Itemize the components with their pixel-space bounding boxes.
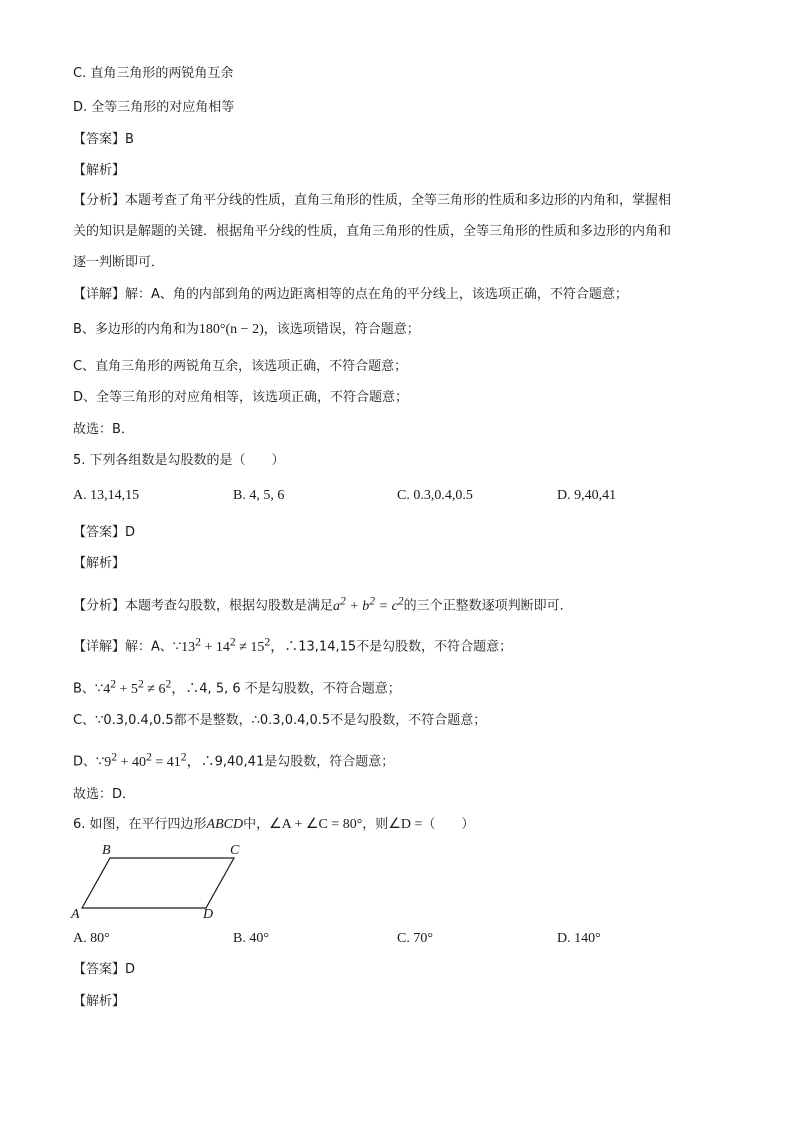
q5-analysis [73, 591, 573, 617]
q5-detail-b-pre: B、∵ [73, 681, 104, 697]
q6-option-d: D. 140° [557, 931, 601, 946]
parallelogram-figure [66, 840, 256, 922]
q4-detail-b-post: ，该选项错误，符合题意； [263, 322, 420, 337]
q5-detail-a-post: 13,14,15不是勾股数，不符合题意； [298, 639, 513, 655]
q5-detail-a-math: $13^2 + 14^2 \ne 15^2$，∴ [181, 635, 299, 655]
q6-stem-abcd: ABCD [206, 817, 244, 832]
q4-detail-b [73, 320, 420, 340]
q5-analysis-post: 的三个正整数逐项判断即可． [403, 598, 573, 614]
q4-answer: 【答案】B [73, 132, 134, 147]
q5-conclusion: 故选：D． [73, 787, 136, 802]
q4-detail-b-math: 180°(n − 2) [198, 322, 264, 337]
q5-option-d: D. 9,40,41 [557, 488, 617, 503]
q4-conclusion: 故选：B． [73, 422, 134, 437]
q4-option-c: C. 直角三角形的两锐角互余 [73, 66, 234, 81]
q6-stem-cond: ∠A + ∠C = 80° [269, 817, 363, 832]
q6-stem-paren: （ ） [422, 817, 475, 832]
q6-stem-pre: 6. 如图，在平行四边形 [73, 817, 207, 832]
q5-analysis-label: 【解析】 [73, 556, 126, 571]
q5-detail-d-pre: D、∵ [73, 754, 105, 770]
vertex-d-label: D [203, 907, 214, 922]
q6-option-c: C. 70° [397, 931, 433, 946]
q5-option-a: A. 13,14,15 [73, 488, 140, 503]
q5-answer: 【答案】D [73, 525, 136, 540]
q4-detail-d: D、全等三角形的对应角相等，该选项正确，不符合题意； [73, 390, 409, 405]
q5-detail-b-post: 4, 5, 6 不是勾股数，不符合题意； [199, 681, 401, 697]
q6-option-a: A. 80° [73, 931, 110, 946]
q5-detail-d-post: 9,40,41是勾股数，符合题意； [214, 754, 395, 770]
q6-analysis-label: 【解析】 [73, 994, 126, 1009]
q4-analysis-line2: 关的知识是解题的关键．根据角平分线的性质，直角三角形的性质，全等三角形的性质和多边形的内角和 [73, 224, 672, 239]
q4-analysis-line1: 【分析】本题考查了角平分线的性质，直角三角形的性质，全等三角形的性质和多边形的内角和，掌握相 [73, 193, 672, 208]
q5-option-c: C. 0.3,0.4,0.5 [397, 488, 473, 503]
parallelogram-shape [82, 858, 234, 908]
q5-detail-d-math: $9^2 + 40^2 = 41^2$，∴ [104, 750, 215, 770]
q4-analysis-label: 【解析】 [73, 163, 126, 178]
q6-option-b: B. 40° [233, 931, 269, 946]
q5-detail-c: C、∵0.3,0.4,0.5都不是整数，∴0.3,0.4,0.5不是勾股数，不符合题意； [73, 713, 487, 728]
vertex-c-label: C [230, 843, 240, 858]
q6-stem-then: ，则 [362, 817, 389, 832]
q5-analysis-pre: 【分析】本题考查勾股数，根据勾股数是满足 [73, 598, 334, 614]
q4-detail-c: C、直角三角形的两锐角互余，该选项正确，不符合题意； [73, 359, 408, 374]
vertex-a-label: A [71, 907, 80, 922]
q4-detail-b-pre: B、多边形的内角和为 [73, 322, 199, 337]
q5-option-b: B. 4, 5, 6 [233, 488, 285, 503]
q5-detail-a [73, 632, 512, 658]
q5-formula: $a^2 + b^2 = c^2$ [333, 594, 404, 614]
q6-answer: 【答案】D [73, 962, 136, 977]
q5-detail-b [73, 674, 401, 700]
q4-option-d: D. 全等三角形的对应角相等 [73, 100, 235, 115]
q4-detail-a: 【详解】解：A、角的内部到角的两边距离相等的点在角的平分线上，该选项正确，不符合题意； [73, 287, 628, 302]
q5-detail-b-math: $4^2 + 5^2 \ne 6^2$，∴ [103, 677, 200, 697]
q6-stem-target: ∠D = [388, 817, 423, 832]
q5-stem: 5. 下列各组数是勾股数的是（ ） [73, 453, 285, 468]
q6-stem-mid: 中， [243, 817, 270, 832]
vertex-b-label: B [102, 843, 111, 858]
q5-detail-d [73, 747, 394, 773]
q4-analysis-line3: 逐一判断即可． [73, 255, 165, 270]
q5-detail-a-pre: 【详解】解：A、∵ [73, 639, 182, 655]
q6-stem [73, 815, 474, 835]
